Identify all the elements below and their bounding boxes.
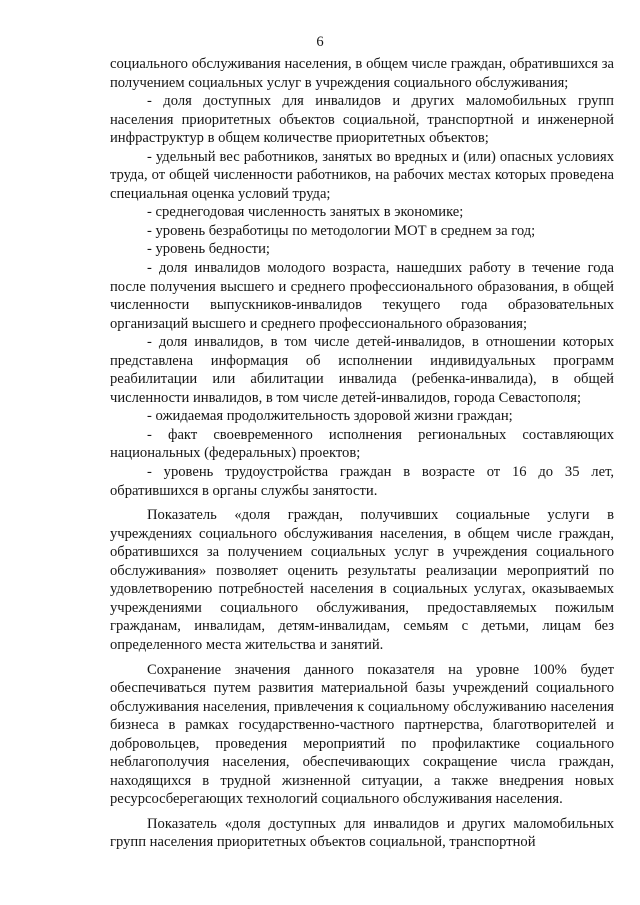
- list-item-healthy-life-expectancy: - ожидаемая продолжительность здоровой жизни граждан;: [147, 408, 513, 425]
- paragraph-indicator-social-services: Показатель «доля граждан, получивших социальные услуги в учреждениях социального обслуживания населения, в общем числе граждан, обратившихся за получением социальных услуг в учреждения социального обслуживания» позволяет оценить результаты реализации мероприятий по удовлетворению потребностей населения в социальных услугах, оказываемых учреждениями социального обслуживания, предоставляемых пожилым гражданам, инвалидам, детям-инвалидам, семьям с детьми, лицам без определенного места жительства и занятий.: [110, 507, 614, 653]
- list-item-accessible-objects-share: - доля доступных для инвалидов и других маломобильных групп населения приоритетных объектов социальной, транспортной и инженерной инфраструктур в общем количестве приоритетных объектов;: [110, 93, 614, 147]
- paragraph-indicator-accessibility: Показатель «доля доступных для инвалидов и других маломобильных групп населения приоритетных объектов социальной, транспортной: [110, 815, 614, 851]
- page-body: [110, 55, 614, 852]
- list-item-unemployment-rate: - уровень безработицы по методологии МОТ в среднем за год;: [147, 222, 536, 239]
- paragraph-indicator-maintenance: Сохранение значения данного показателя на уровне 100% будет обеспечиваться путем развития материальной базы учреждений социального обслуживания населения, привлечения к социальному обслуживанию населения бизнеса в рамках государственно-частного партнерства, благотворителей и добровольцев, проведения мероприятий по профилактике социального неблагополучия населения, обеспечивающих сокращение числа граждан, находящихся в трудной жизненной ситуации, а также внедрения новых ресурсосберегающих технологий социального обслуживания населения.: [110, 661, 614, 808]
- list-item-national-projects: - факт своевременного исполнения региональных составляющих национальных (федеральных) проектов;: [110, 426, 614, 462]
- list-item-poverty-level: - уровень бедности;: [147, 241, 270, 258]
- list-item-average-employment: - среднегодовая численность занятых в экономике;: [147, 204, 464, 221]
- list-item-rehabilitation-programs: - доля инвалидов, в том числе детей-инвалидов, в отношении которых представлена информация об исполнении индивидуальных программ реабилитации или абилитации инвалида (ребенка-инвалида), в общей численности инвалидов, в том числе детей-инвалидов, города Севастополя;: [110, 334, 614, 406]
- list-item-hazardous-workers-share: - удельный вес работников, занятых во вредных и (или) опасных условиях труда, от общей численности работников, на рабочих местах которых проведена специальная оценка условий труда;: [110, 148, 614, 202]
- page-number: 6: [316, 34, 324, 50]
- paragraph-continuation: социального обслуживания населения, в общем числе граждан, обратившихся за получением социальных услуг в учреждения социального обслуживания;: [110, 56, 614, 91]
- list-item-youth-employment: - уровень трудоустройства граждан в возрасте от 16 до 35 лет, обратившихся в органы службы занятости.: [110, 464, 614, 499]
- list-item-young-disabled-employment: - доля инвалидов молодого возраста, нашедших работу в течение года после получения высшего и среднего профессионального образования, в общей численности выпускников-инвалидов текущего года образовательных организаций высшего и среднего профессионального образования;: [110, 260, 614, 332]
